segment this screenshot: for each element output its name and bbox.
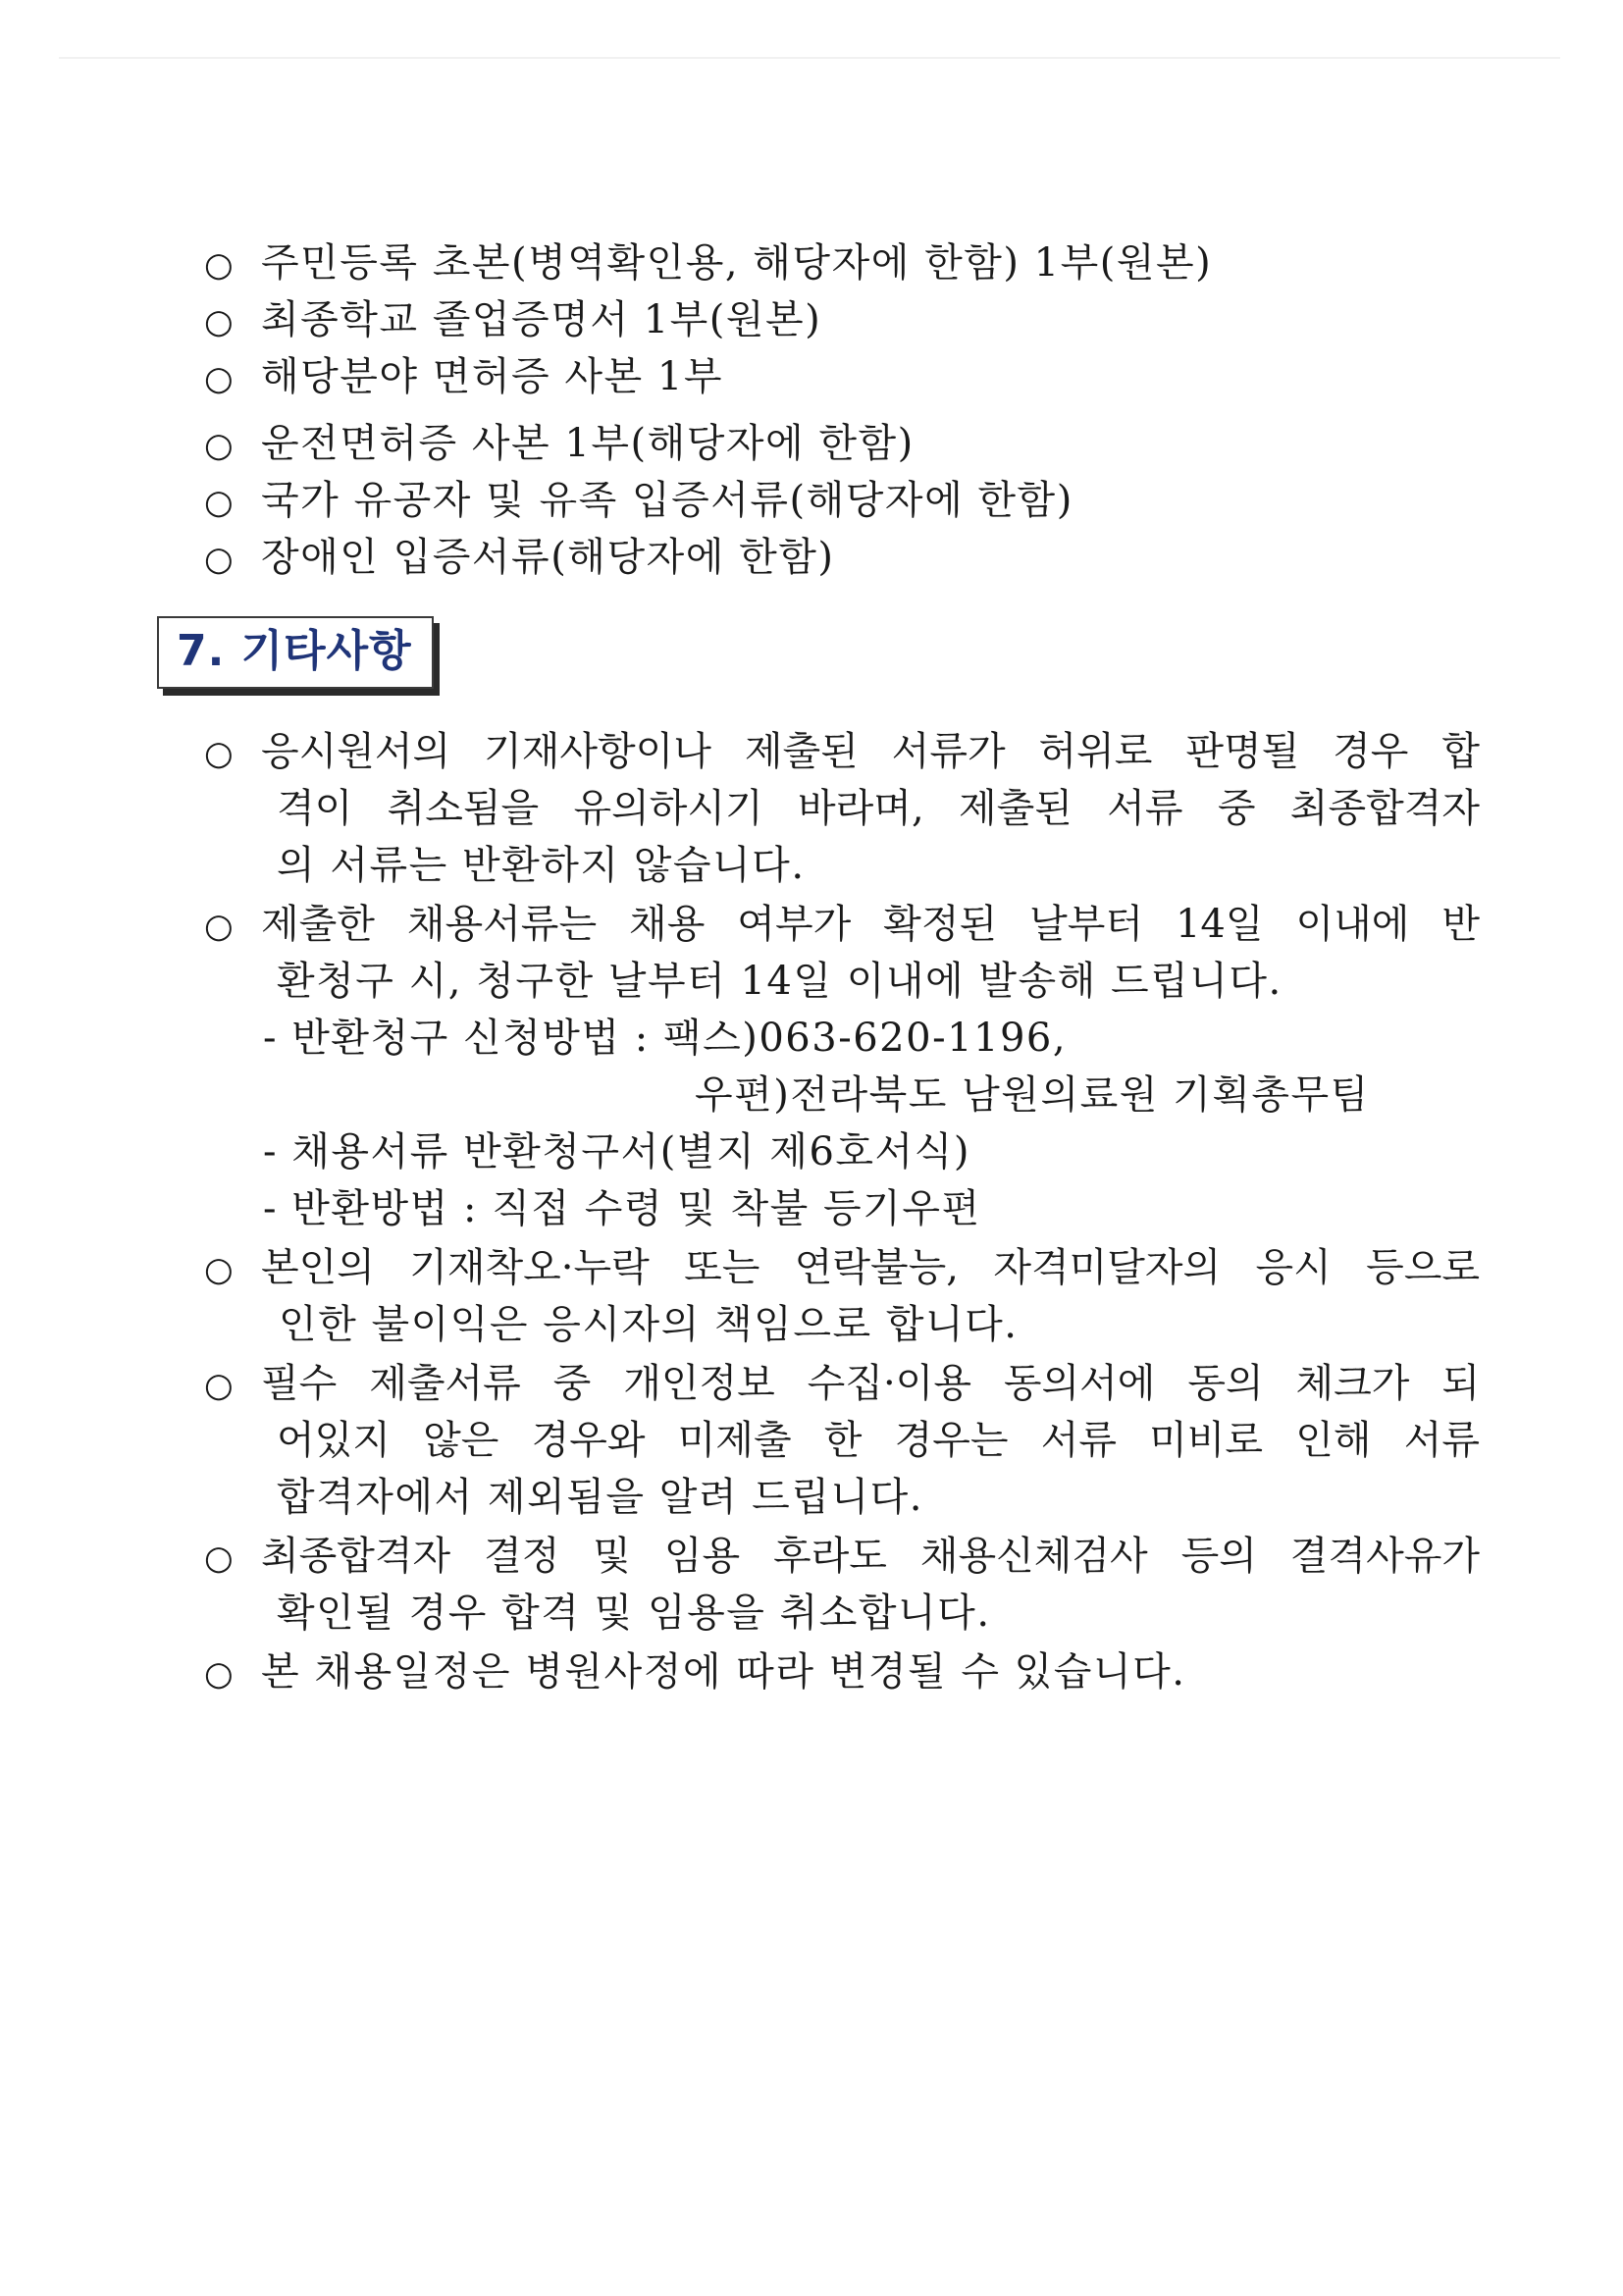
note-item: ○ 본 채용일정은 병원사정에 따라 변경될 수 있습니다. <box>204 1648 1185 1697</box>
note-sub-item: - 채용서류 반환청구서(별지 제6호서식) <box>263 1129 970 1174</box>
note-sub-item: - 반환청구 신청방법 : 팩스)063-620-1196, <box>263 1016 1068 1061</box>
bullet-circle-icon: ○ <box>204 245 236 285</box>
section-title: 7. 기타사항 <box>177 626 412 676</box>
note-item: ○ 최종합격자 결정 및 임용 후라도 채용신체검사 등의 결격사유가 <box>204 1533 1480 1582</box>
note-sub-item-continuation: 우편)전라북도 남원의료원 기획총무팀 <box>695 1072 1370 1118</box>
note-continuation: 의 서류는 반환하지 않습니다. <box>277 843 806 888</box>
document-item: ○ 최종학교 졸업증명서 1부(원본) <box>204 296 821 345</box>
document-item: ○ 주민등록 초본(병역확인용, 해당자에 한함) 1부(원본) <box>204 239 1212 288</box>
note-item: ○ 필수 제출서류 중 개인정보 수집·이용 동의서에 동의 체크가 되 <box>204 1360 1480 1409</box>
bullet-circle-icon: ○ <box>204 1539 234 1578</box>
note-continuation: 인한 불이익은 응시자의 책임으로 합니다. <box>279 1302 1019 1347</box>
note-sub-item: - 반환방법 : 직접 수령 및 착불 등기우편 <box>263 1186 981 1231</box>
note-continuation: 환청구 시, 청구한 날부터 14일 이내에 발송해 드립니다. <box>277 959 1283 1004</box>
note-continuation: 합격자에서 제외됨을 알려 드립니다. <box>277 1475 923 1520</box>
bullet-circle-icon: ○ <box>204 1366 234 1405</box>
bullet-circle-icon: ○ <box>204 426 236 465</box>
bullet-circle-icon: ○ <box>204 1654 236 1694</box>
note-item: ○ 제출한 채용서류는 채용 여부가 확정된 날부터 14일 이내에 반 <box>204 901 1480 950</box>
document-item: ○ 장애인 입증서류(해당자에 한함) <box>204 534 834 583</box>
section-heading-box <box>157 616 434 689</box>
note-continuation: 어있지 않은 경우와 미제출 한 경우는 서류 미비로 인해 서류 <box>277 1418 1480 1463</box>
note-item: ○ 응시원서의 기재사항이나 제출된 서류가 허위로 판명될 경우 합 <box>204 728 1480 777</box>
note-item: ○ 본인의 기재착오·누락 또는 연락불능, 자격미달자의 응시 등으로 <box>204 1244 1480 1293</box>
bullet-circle-icon: ○ <box>204 540 236 579</box>
scan-artifact-line <box>59 57 1560 59</box>
bullet-circle-icon: ○ <box>204 907 234 946</box>
document-item: ○ 국가 유공자 및 유족 입증서류(해당자에 한함) <box>204 477 1073 526</box>
document-item: ○ 운전면허증 사본 1부(해당자에 한함) <box>204 420 915 469</box>
bullet-circle-icon: ○ <box>204 302 236 341</box>
bullet-circle-icon: ○ <box>204 483 236 522</box>
bullet-circle-icon: ○ <box>204 359 236 398</box>
bullet-circle-icon: ○ <box>204 1250 234 1289</box>
note-continuation: 확인될 경우 합격 및 임용을 취소합니다. <box>277 1591 991 1636</box>
bullet-circle-icon: ○ <box>204 734 234 773</box>
document-item: ○ 해당분야 면허증 사본 1부 <box>204 353 723 402</box>
note-continuation: 격이 취소됨을 유의하시기 바라며, 제출된 서류 중 최종합격자 <box>277 786 1480 831</box>
